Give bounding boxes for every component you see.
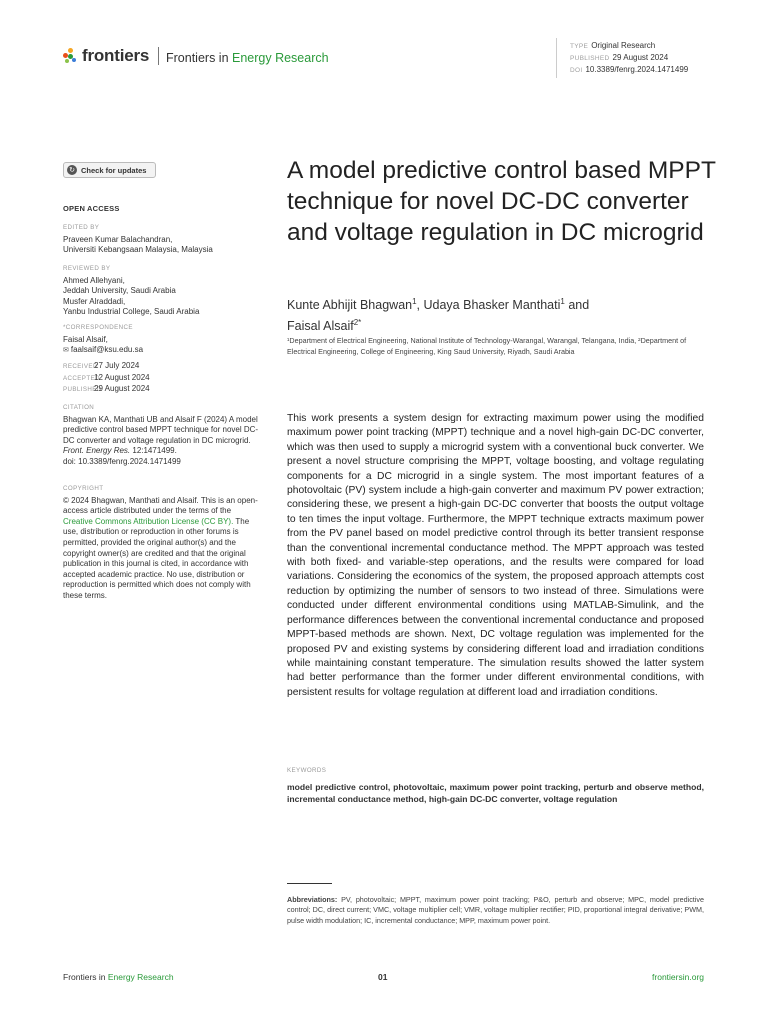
type-value: Original Research	[591, 41, 656, 50]
abbreviations-text: PV, photovoltaic; MPPT, maximum power point tracking; P&O, perturb and observe; MPC, model predictive control; DC, direct current; VMC, voltage multiplier cell; VMR, voltage multiplier rectifier; PID, proportional integral derivative; PWM, pulse width modulation; IC, incremental conductance; MPP, maximum power point.	[287, 895, 704, 925]
site-url[interactable]: frontiersin.org	[652, 972, 704, 982]
affiliations: ¹Department of Electrical Engineering, National Institute of Technology-Warangal, Warangal, Telangana, India, ²Department of Electrical Engineering, College of Engineering, King Saud University, Riyadh, Saudi Arabia	[287, 336, 687, 356]
citation-doi[interactable]: doi: 10.3389/fenrg.2024.1471499	[63, 456, 181, 466]
doi[interactable]	[570, 64, 688, 77]
accepted-date: 12 August 2024	[94, 372, 150, 382]
citation-journal: Front. Energy Res.	[63, 446, 131, 456]
author-list: Kunte Abhijit Bhagwan$^1$, Udaya Bhasker Manthati$^1$ and Faisal Alsaif$^{2*}$	[287, 297, 590, 334]
doi-value[interactable]: 10.3389/fenrg.2024.1471499	[585, 65, 689, 74]
copyright-pre: © 2024 Bhagwan, Manthati and Alsaif. This is an open-access article distributed under the terms of the	[63, 495, 258, 516]
author-affiliation-mark: 1	[560, 297, 565, 306]
edited-by	[63, 223, 263, 256]
frontiers-logo[interactable]	[63, 46, 149, 66]
published-value: 29 August 2024	[612, 53, 669, 62]
journal-prefix: Frontiers in	[166, 51, 232, 65]
page-number: 01	[378, 972, 388, 982]
author-name[interactable]: Udaya Bhasker Manthati	[423, 298, 561, 313]
abbreviations-footnote	[287, 895, 704, 926]
mail-icon: ✉	[63, 347, 69, 355]
journal-accent: Energy Research	[232, 51, 329, 65]
reviewed-by	[63, 264, 263, 318]
footer-journal-prefix: Frontiers in	[63, 972, 108, 982]
article-title: A model predictive control based MPPT technique for novel DC-DC converter and voltage regulation in DC microgrid	[287, 157, 716, 246]
open-access-label: OPEN ACCESS	[63, 204, 120, 213]
editor-name: Praveen Kumar Balachandran,	[63, 234, 173, 244]
abbreviations-label: Abbreviations:	[287, 895, 338, 904]
refresh-icon: ↻	[67, 165, 77, 175]
copyright	[63, 484, 263, 602]
published-date	[570, 52, 668, 65]
doi-label: DOI	[570, 67, 583, 74]
footer-journal-accent: Energy Research	[107, 972, 174, 982]
copyright-text	[63, 496, 263, 602]
journal-name[interactable]	[166, 51, 329, 65]
correspondence-email-row[interactable]	[63, 345, 263, 357]
article-type	[570, 40, 655, 53]
copyright-post: The use, distribution or reproduction in other forums is permitted, provided the original author(s) and the copyright owner(s) are credited and that the original publication in this journal is cited, in accordance with accepted academic practice. No use, distribution or reproduction is permitted which does not comply with these terms.	[63, 516, 251, 600]
keywords: model predictive control, photovoltaic, maximum power point tracking, perturb and observe method, incremental conductance method, high-gain DC-DC converter, voltage regulation	[287, 782, 704, 804]
author-affiliation-mark: 1	[412, 297, 417, 306]
meta-divider	[556, 38, 557, 78]
author-conjunction: and	[564, 298, 590, 313]
header-divider	[158, 47, 159, 65]
footer-site-link[interactable]	[652, 972, 704, 982]
footer-journal[interactable]	[63, 972, 174, 982]
check-updates-label: Check for updates	[81, 165, 147, 175]
abstract: This work presents a system design for extracting maximum power using the modified maximum power point tracking (MPPT) technique and a novel high-gain DC-DC converter, which was then used to supply a microgrid system with a conventional buck converter. We present a novel structure comprising the MPPT, voltage boosting, and voltage regulating components for a DC microgrid in a single system. The most important features of a photovoltaic (PV) system include a high-gain converter and maximum PV power extraction; considering these, we present a high-gain DC-DC converter that boosts the output voltage to ten times the input voltage. Furthermore, the MPPT technique extracts maximum power from the PV panel based on model predictive control through its better transient response than the conventional incremental conductance method. The MPPT approach was tested with both fixed- and variable-step operations, and the results were compared for load variations. Considering the economics of the system, the proposed approach attempts cost reduction by optimizing the number of sensors to two instead of three. Simulations were conducted under different environmental conditions using MATLAB-Simulink, and the performance differences between the conventional incremental conductance and proposed MPPT-based methods are shown. Next, DC voltage regulation was implemented for the proposed PV and existing systems by considering different load and irradiation conditions while maintaining constant temperature. The simulation results showed the latter system had better performance than the former under different environmental conditions, with persistent results for voltage regulation at different load and irradiation conditions.	[287, 413, 704, 698]
author-name[interactable]: Kunte Abhijit Bhagwan	[287, 298, 413, 313]
reviewer-affiliation: Yanbu Industrial College, Saudi Arabia	[63, 307, 200, 317]
frontiers-logo-icon	[63, 48, 77, 64]
reviewed-by-label: REVIEWED BY	[63, 265, 111, 272]
accepted-label: ACCEPTED	[63, 374, 100, 382]
correspondence-label: *CORRESPONDENCE	[63, 324, 133, 331]
reviewer-name: Musfer Alraddadi,	[63, 296, 126, 306]
copyright-label: COPYRIGHT	[63, 485, 104, 492]
citation-text: Bhagwan KA, Manthati UB and Alsaif F (2024) A model predictive control based MPPT technique for novel DC-DC converter and voltage regulation in DC microgrid.	[63, 414, 259, 445]
published-label: PUBLISHED	[63, 386, 102, 394]
edited-by-label: EDITED BY	[63, 224, 100, 231]
correspondence-name: Faisal Alsaif,	[63, 334, 108, 344]
published-label: PUBLISHED	[570, 55, 610, 62]
brand-name: frontiers	[82, 46, 150, 65]
type-label: TYPE	[570, 43, 589, 50]
received-date: 27 July 2024	[94, 361, 140, 370]
keywords-label: KEYWORDS	[287, 767, 327, 774]
check-for-updates-button[interactable]	[63, 162, 156, 178]
citation-volume: 12:1471499.	[130, 446, 177, 456]
footnote-rule	[287, 883, 332, 884]
citation	[63, 403, 263, 468]
correspondence-email[interactable]: faalsaif@ksu.edu.sa	[70, 345, 144, 355]
article-dates	[63, 361, 263, 396]
author-name[interactable]: Faisal Alsaif	[287, 319, 354, 334]
citation-label: CITATION	[63, 404, 95, 411]
published-date-side: 29 August 2024	[94, 384, 150, 394]
reviewer-name: Ahmed Allehyani,	[63, 275, 125, 285]
received-label: RECEIVED	[63, 363, 98, 370]
author-affiliation-mark: 2*	[353, 318, 362, 328]
reviewer-affiliation: Jeddah University, Saudi Arabia	[63, 286, 176, 296]
cc-license-link[interactable]: Creative Commons Attribution License (CC BY).	[63, 516, 234, 526]
correspondence	[63, 323, 263, 357]
editor-affiliation: Universiti Kebangsaan Malaysia, Malaysia	[63, 245, 213, 255]
